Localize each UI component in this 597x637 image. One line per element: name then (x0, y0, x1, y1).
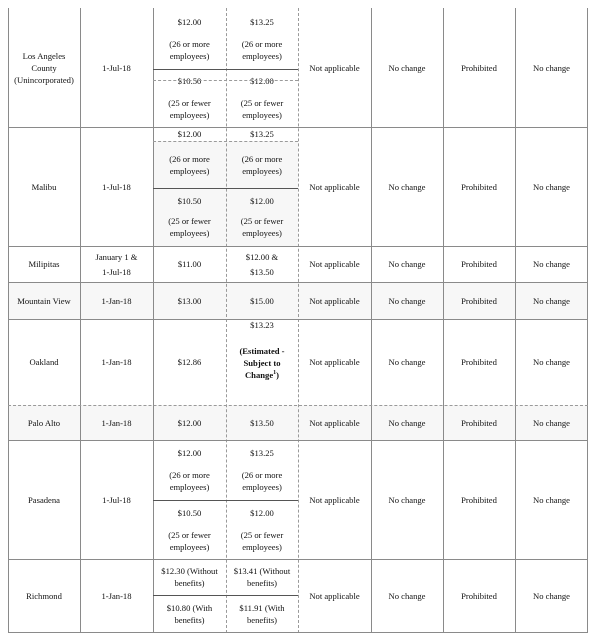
wage-value: $12.00 (177, 448, 202, 458)
wage-value: $13.25 (250, 448, 274, 458)
wage-note: (25 or fewer employees) (168, 529, 211, 552)
wage-note: (26 or more employees) (241, 153, 283, 176)
table-row-pasadena (8, 440, 80, 559)
wage-value: $10.50 (177, 507, 202, 518)
cell-text: No change (533, 181, 570, 192)
cell-text: Not applicable (309, 181, 360, 192)
col8-value (515, 559, 588, 633)
effective-date (80, 246, 153, 282)
effective-date (80, 282, 153, 319)
col6-value (371, 319, 443, 405)
wage-2019-large (226, 8, 298, 69)
cell-text: Prohibited (461, 295, 497, 306)
cell-text: Not applicable (309, 259, 360, 269)
table-row-palo-alto (8, 405, 80, 440)
wage-2018-small (153, 188, 226, 246)
wage-value: $11.00 (177, 259, 202, 269)
city-name: Richmond (26, 591, 62, 601)
cell-text: Prohibited (461, 417, 497, 428)
table-row-oakland (8, 319, 80, 405)
cell-text: No change (533, 357, 570, 367)
wage-2019 (226, 405, 298, 440)
footnote-marker: 1 (273, 370, 277, 377)
grid-line (443, 8, 444, 633)
wage-value: $12.00 (177, 417, 202, 428)
cell-text: No change (388, 494, 426, 505)
table-row-milipitas (8, 246, 80, 282)
wage-value: $10.80 (With (166, 603, 213, 613)
wage-note: (25 or fewer employees) (168, 216, 211, 238)
grid-line (8, 440, 588, 441)
estimate-note: (Estimated - (239, 346, 285, 356)
cell-text: Not applicable (309, 62, 360, 73)
grid-line (153, 188, 298, 189)
wage-note: (26 or more employees) (241, 470, 283, 492)
estimate-note-text: Change (244, 370, 274, 380)
col7-value (443, 8, 515, 127)
col5-value (298, 282, 371, 319)
wage-2018-large (153, 440, 226, 500)
wage-note: (25 or fewer employees) (240, 216, 284, 238)
grid-line (8, 8, 9, 633)
estimate-note (245, 369, 279, 381)
grid-line (153, 80, 298, 81)
wage-value: $12.00 (250, 507, 274, 518)
col6-value (371, 282, 443, 319)
grid-line (515, 8, 516, 633)
cell-text: Not applicable (309, 591, 360, 601)
wage-note: (26 or more employees) (241, 38, 283, 61)
wage-2018-without-benefits (153, 559, 226, 595)
cell-text: Not applicable (309, 357, 360, 367)
col6-value (371, 246, 443, 282)
wage-2019-large (226, 440, 298, 500)
col5-value (298, 440, 371, 559)
cell-text: No change (533, 417, 570, 428)
cell-text: No change (533, 259, 570, 269)
wage-2018-large (153, 8, 226, 69)
col7-value (443, 127, 515, 246)
wage-value: $13.00 (177, 295, 202, 306)
wage-value: $13.41 (Without (233, 566, 291, 576)
wage-value: $12.00 (250, 76, 274, 86)
grid-line (80, 8, 81, 633)
wage-2019-small (226, 188, 298, 246)
wage-note: benefits) (246, 578, 278, 588)
date-text: 1-Jul-18 (102, 494, 131, 505)
wage-2019-without-benefits (226, 559, 298, 595)
date-text: 1-Jul-18 (102, 266, 131, 277)
date-text: 1-Jan-18 (101, 357, 132, 367)
col7-value (443, 282, 515, 319)
table-row-malibu (8, 127, 80, 246)
cell-text: No change (388, 295, 426, 306)
cell-text: No change (388, 591, 426, 601)
col5-value (298, 559, 371, 633)
date-text: 1-Jul-18 (102, 181, 131, 192)
cell-text: No change (388, 62, 426, 73)
wage-2018 (153, 246, 226, 282)
wage-2018 (153, 282, 226, 319)
col6-value (371, 127, 443, 246)
cell-text: No change (533, 494, 570, 505)
wage-2018-large (153, 127, 226, 188)
wage-2018-small (153, 69, 226, 127)
col5-value (298, 127, 371, 246)
table-row-la-county (8, 8, 80, 127)
cell-text: No change (388, 181, 426, 192)
cell-text: Prohibited (461, 357, 497, 367)
grid-line (226, 8, 227, 633)
effective-date (80, 127, 153, 246)
wage-value: $12.30 (Without (161, 566, 218, 576)
col8-value (515, 440, 588, 559)
cell-text: No change (388, 357, 426, 367)
col6-value (371, 559, 443, 633)
wage-note: benefits) (246, 615, 278, 625)
wage-note-box (153, 141, 226, 188)
col5-value (298, 246, 371, 282)
date-text: 1-Jan-18 (101, 591, 132, 601)
cell-text: Prohibited (461, 259, 497, 269)
grid-line (153, 500, 298, 501)
table-row-mountain-view (8, 282, 80, 319)
city-name: Malibu (31, 181, 57, 192)
cell-text: Not applicable (309, 494, 360, 505)
date-text: 1-Jan-18 (101, 295, 132, 306)
col8-value (515, 405, 588, 440)
col6-value (371, 440, 443, 559)
effective-date (80, 559, 153, 633)
wage-note: (25 or fewer employees) (168, 98, 211, 120)
col8-value (515, 319, 588, 405)
col5-value (298, 8, 371, 127)
effective-date (80, 319, 153, 405)
col6-value (371, 405, 443, 440)
wage-value: $15.00 (250, 295, 274, 306)
col8-value (515, 282, 588, 319)
wage-value: $13.23 (250, 320, 274, 330)
cell-text: Not applicable (309, 417, 360, 428)
wage-value: $10.50 (177, 76, 202, 86)
date-text: 1-Jul-18 (102, 62, 131, 73)
city-name: Palo Alto (27, 417, 61, 428)
effective-date (80, 440, 153, 559)
city-name: Los Angeles County (Unincorporated) (14, 50, 74, 85)
effective-date (80, 405, 153, 440)
wage-2019-with-benefits (226, 595, 298, 633)
grid-line (298, 8, 299, 633)
cell-text: Not applicable (309, 295, 360, 306)
cell-text: No change (388, 417, 426, 428)
col7-value (443, 559, 515, 633)
col5-value (298, 405, 371, 440)
wage-value: $13.50 (250, 417, 274, 428)
wage-note-box (226, 141, 298, 188)
grid-line (153, 69, 298, 70)
wage-note: (26 or more employees) (169, 38, 210, 61)
cell-text: Prohibited (461, 62, 497, 73)
col8-value (515, 8, 588, 127)
grid-line (153, 595, 298, 596)
col7-value (443, 440, 515, 559)
city-name: Pasadena (28, 494, 60, 505)
wage-value: $12.00 (250, 196, 274, 206)
col8-value (515, 127, 588, 246)
wage-value: $11.91 (With (239, 603, 285, 613)
estimate-note: Subject to (243, 358, 281, 368)
wage-2019 (226, 282, 298, 319)
wage-note: (26 or more employees) (169, 153, 210, 176)
col6-value (371, 8, 443, 127)
grid-line (8, 127, 588, 128)
wage-2018 (153, 319, 226, 405)
grid-line (8, 246, 588, 247)
wage-note: (25 or fewer employees) (240, 529, 284, 552)
wage-value: $12.00 (177, 129, 202, 139)
cell-text: No change (533, 591, 570, 601)
effective-date (80, 8, 153, 127)
wage-note: (25 or fewer employees) (240, 98, 284, 120)
wage-value: $13.25 (250, 16, 274, 27)
city-name: Oakland (29, 357, 59, 367)
city-name: Mountain View (17, 295, 71, 306)
wage-2018 (153, 405, 226, 440)
cell-text: Prohibited (461, 181, 497, 192)
wage-2018-small (153, 500, 226, 559)
grid-line (8, 282, 588, 283)
estimate-note-close: ) (276, 370, 280, 380)
grid-line (8, 559, 588, 560)
cell-text: No change (533, 295, 570, 306)
wage-note: benefits) (174, 615, 205, 625)
wage-value: $12.00 (177, 16, 202, 27)
grid-line (371, 8, 372, 633)
wage-2019 (226, 319, 298, 405)
date-text: 1-Jan-18 (101, 417, 132, 428)
wage-2019 (226, 246, 298, 282)
wage-value: $12.86 (177, 357, 202, 367)
wage-value: $13.50 (250, 266, 274, 277)
grid-line (587, 8, 588, 633)
grid-line (153, 8, 154, 633)
minimum-wage-table (8, 8, 588, 633)
wage-note: benefits) (174, 578, 205, 588)
cell-text: Prohibited (461, 494, 497, 505)
wage-note: (26 or more employees) (169, 470, 210, 492)
col5-value (298, 319, 371, 405)
cell-text: No change (533, 62, 570, 73)
col7-value (443, 246, 515, 282)
cell-text: No change (388, 259, 426, 269)
wage-value: $12.00 & (245, 251, 279, 262)
col8-value (515, 246, 588, 282)
city-name: Milipitas (28, 259, 60, 269)
cell-text: Prohibited (461, 591, 497, 601)
table-row-richmond (8, 559, 80, 633)
col7-value (443, 319, 515, 405)
wage-2019-large (226, 127, 298, 188)
grid-line (8, 319, 588, 320)
wage-2019-small (226, 69, 298, 127)
wage-2019-small (226, 500, 298, 559)
date-text: January 1 & (95, 251, 138, 262)
grid-line (153, 141, 298, 142)
grid-line (8, 405, 588, 406)
grid-line (8, 632, 588, 633)
wage-value: $10.50 (177, 196, 202, 206)
wage-value: $13.25 (250, 129, 274, 139)
wage-2018-with-benefits (153, 595, 226, 633)
col7-value (443, 405, 515, 440)
